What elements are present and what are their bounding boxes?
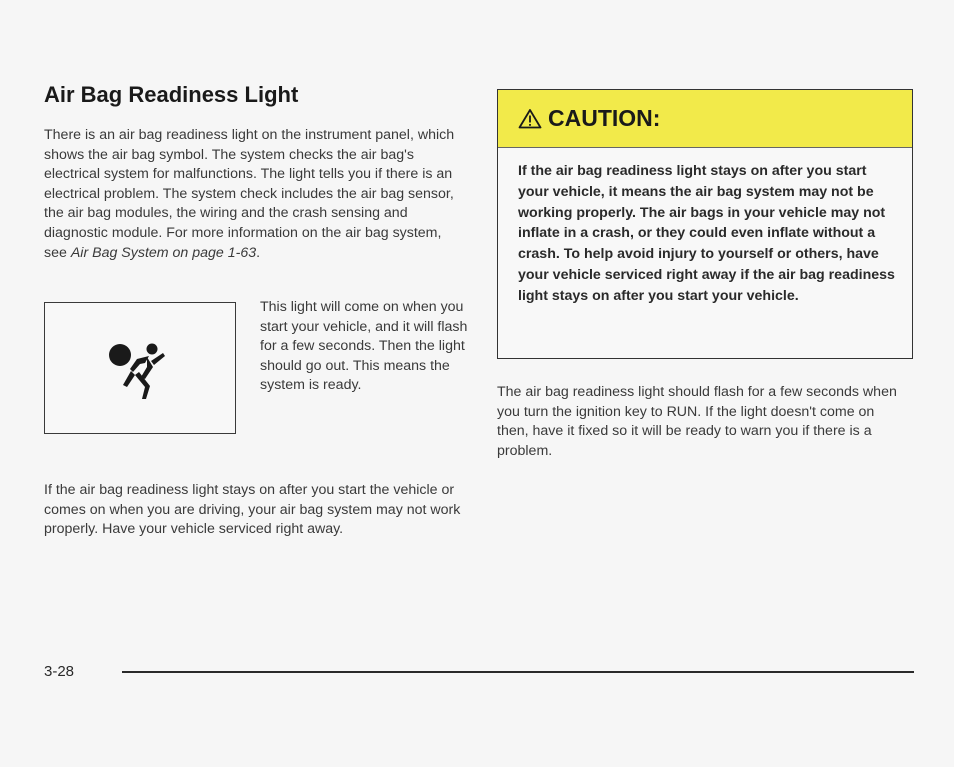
intro-paragraph <box>44 126 464 263</box>
caution-box <box>497 89 913 359</box>
warning-triangle-icon <box>518 108 542 129</box>
page-number: 3-28 <box>44 663 75 680</box>
page-reference: Air Bag System on page 1-63 <box>70 244 257 261</box>
stays-on-paragraph: If the air bag readiness light stays on after you start the vehicle or comes on when you are driving, your air bag system may not work properly. Have your vehicle serviced right away. <box>44 482 461 538</box>
caution-title <box>518 105 660 132</box>
caution-label: CAUTION: <box>548 105 661 131</box>
intro-end: . <box>256 244 261 261</box>
section-heading: Air Bag Readiness Light <box>44 82 299 107</box>
caution-text: If the air bag readiness light stays on after you start your vehicle, it means the air bag system may not be working properly. The air bags in your vehicle may not inflate in a crash, or they could even inflate without a crash. To help avoid injury to yourself or others, have your vehicle serviced right away if the air bag readiness light stays on after you start your vehicle. <box>518 163 895 304</box>
air-bag-symbol-box <box>44 302 236 434</box>
light-description: This light will come on when you start your vehicle, and it will flash for a few seconds. Then the light should go out. This means the system is ready. <box>260 299 468 394</box>
air-bag-icon <box>109 335 171 401</box>
intro-text: There is an air bag readiness light on the instrument panel, which shows the air bag symbol. The system checks the air bag's electrical system for malfunctions. The light tells you if there is an electrical problem. The system check includes the air bag sensor, the air bag modules, the wiring and the crash sensing and diagnostic module. For more information on the air bag system, see <box>44 127 455 261</box>
flash-paragraph: The air bag readiness light should flash for a few seconds when you turn the ignition key to RUN. If the light doesn't come on then, have it fixed so it will be ready to warn you if there is a problem. <box>497 384 897 459</box>
caution-header <box>498 90 912 148</box>
footer-rule <box>122 671 914 673</box>
